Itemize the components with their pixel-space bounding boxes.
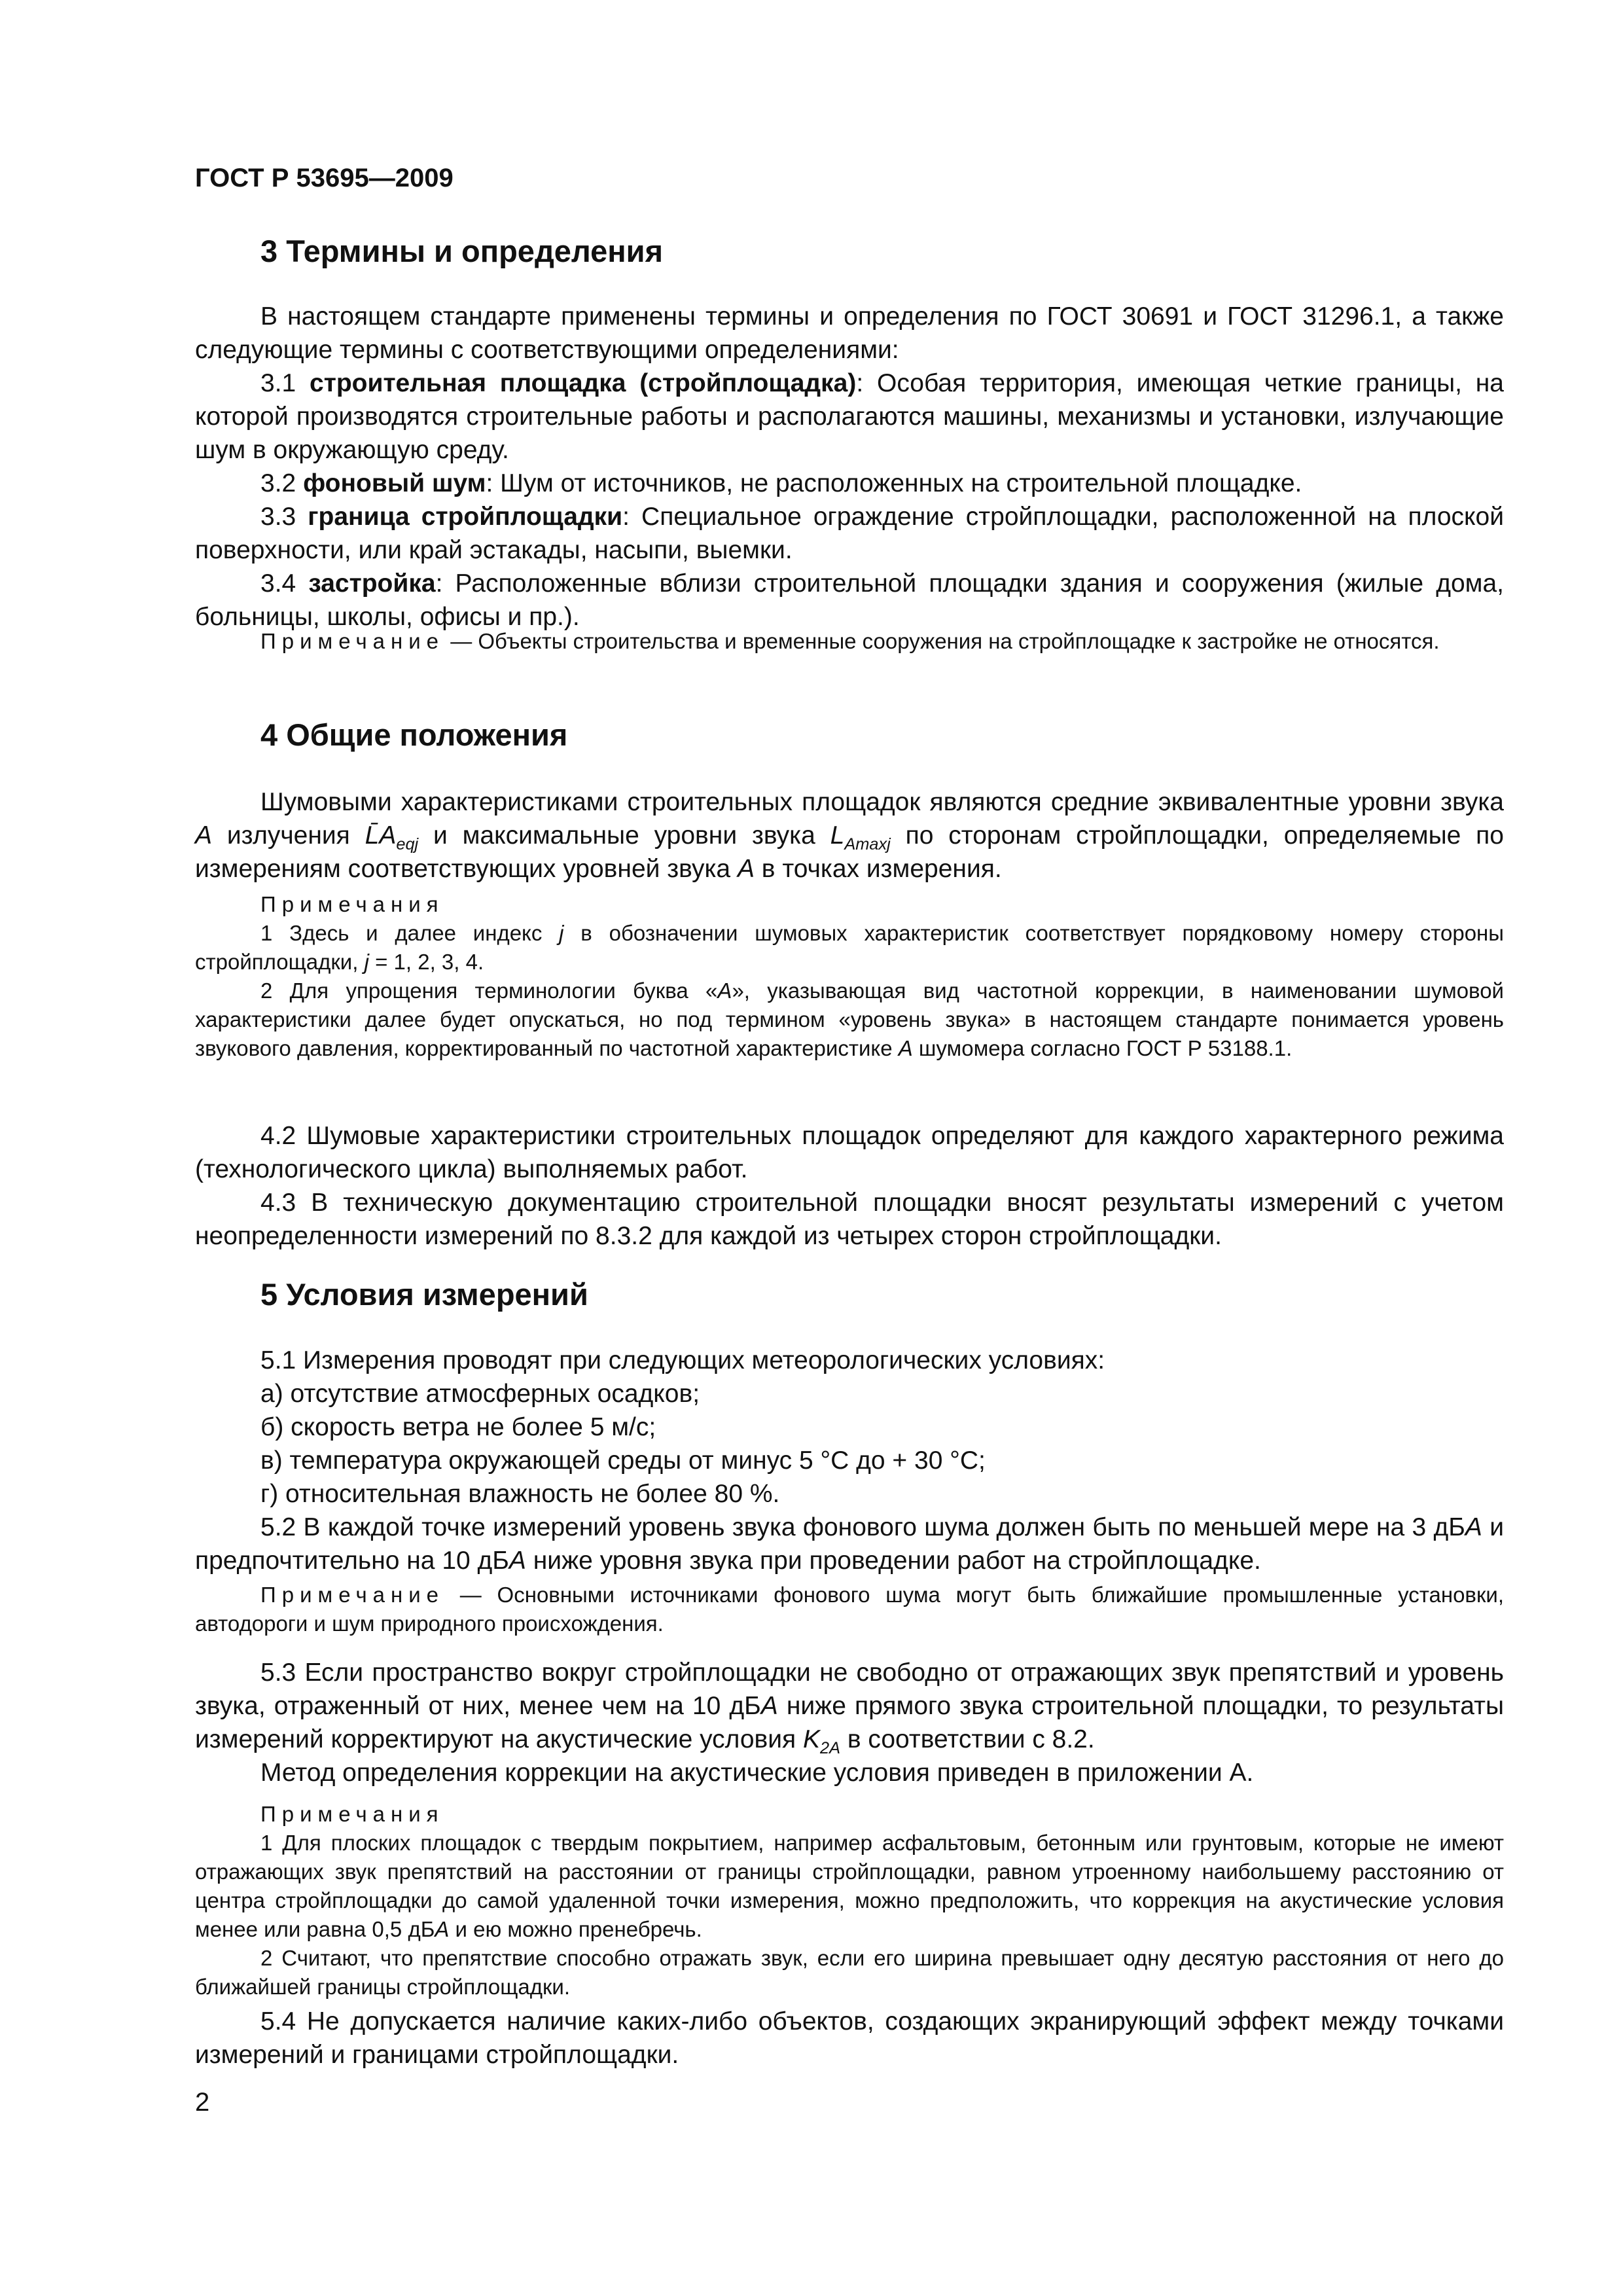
section-3-body [195, 300, 1504, 634]
paragraph-5-4: 5.4 Не допускается наличие каких-либо объектов, создающих экранирующий эффект между точками измерений и границами стройплощадки. [195, 2007, 1504, 2069]
paragraph-5-3: 5.3 Если пространство вокруг стройплощадки не свободно от отражающих звук препятствий и уровень звука, отраженный от них, менее чем на 10 дБA ниже прямого звука строительной площадки, то результаты измерений корректируют на акустические условия $K_{2A}$ в соответствии с 8.2. [195, 1659, 1504, 1757]
term-title: граница стройплощадки [308, 503, 623, 531]
paragraph-5-3-method: Метод определения коррекции на акустические условия приведен в приложении А. [260, 1759, 1254, 1787]
term-number: 3.4 [260, 569, 296, 598]
term-number: 3.3 [260, 503, 296, 531]
list-item-b: б) скорость ветра не более 5 м/с; [260, 1413, 656, 1441]
term-number: 3.1 [260, 369, 296, 397]
term-title: застройка [308, 569, 436, 598]
note-text: — Объекты строительства и временные сооружения на стройплощадке к застройке не относятся. [450, 629, 1440, 653]
list-item-v: в) температура окружающей среды от минус 5 °С до + 30 °С; [260, 1446, 986, 1475]
section-4-notes [195, 890, 1504, 1063]
section-4-note-1: 1 Здесь и далее индекс j в обозначении шумовых характеристик соответствует порядковому номеру стороны стройплощадки, j = 1, 2, 3, 4. [195, 921, 1504, 974]
section-4-paragraph-1: Шумовыми характеристиками строительных площадок являются средние эквивалентные уровни звука A излучения $L̄A_{eqj}$ и максимальные уровни звука $L_{Amaxj}$ по сторонам стройплощадки, определяемые по измерениям соответствующих уровней звука A в точках измерения. [195, 788, 1504, 883]
term-3-2 [195, 467, 1504, 500]
section-5-4 [195, 2005, 1504, 2072]
paragraph-5-1: 5.1 Измерения проводят при следующих метеорологических условиях: [260, 1346, 1105, 1374]
section-5-3 [195, 1656, 1504, 1789]
section-5-body [195, 1344, 1504, 1577]
term-3-1 [195, 367, 1504, 467]
section-3-heading: 3 Термины и определения [260, 234, 663, 268]
section-3 [195, 233, 1504, 269]
section-4-more [195, 1119, 1504, 1253]
section-3-note [195, 627, 1504, 656]
paragraph-4-3: 4.3 В техническую документацию строительной площадки вносят результаты измерений с учетом неопределенности измерений по 8.3.2 для каждой из четырех сторон стройплощадки. [195, 1189, 1504, 1250]
term-3-4 [195, 567, 1504, 634]
term-title: строительная площадка (стройплощадка) [310, 369, 857, 397]
notes-label: Примечания [260, 892, 444, 916]
section-5-note-1: 1 Для плоских площадок с твердым покрытием, например асфальтовым, бетонным или грунтовым, которые не имеют отражающих звук препятствий на расстоянии от границы стройплощадки, равном утроенному наибольшему расстоянию от центра стройплощадки до самой удаленной точки измерения, можно предположить, что коррекция на акустические условия менее или равна 0,5 дБA и ею можно пренебречь. [195, 1831, 1504, 1941]
section-5-note [195, 1581, 1504, 1638]
page-number: 2 [195, 2088, 210, 2117]
note-label: Примечание [260, 1583, 445, 1607]
section-4-note-2: 2 Для упрощения терминологии буква «A», указывающая вид частотной коррекции, в наименовании шумовой характеристики далее будет опускаться, но под термином «уровень звука» в настоящем стандарте понимается уровень звукового давления, корректированный по частотной характеристике A шумомера согласно ГОСТ Р 53188.1. [195, 978, 1504, 1060]
section-5-note-2: 2 Считают, что препятствие способно отражать звук, если его ширина превышает одну десятую расстояния от него до ближайшей границы стройплощадки. [195, 1946, 1504, 1999]
note-label: Примечание [260, 629, 445, 653]
term-definition: : Особая территория, имеющая четкие границы, на которой производятся строительные работы и располагаются машины, механизмы и установки, излучающие шум в окружающую среду. [195, 369, 1504, 464]
section-4 [195, 717, 1504, 753]
term-definition: : Шум от источников, не расположенных на строительной площадке. [486, 469, 1302, 497]
section-4-body [195, 785, 1504, 886]
list-item-g: г) относительная влажность не более 80 %. [260, 1480, 780, 1508]
notes-label: Примечания [260, 1802, 444, 1826]
term-definition: : Расположенные вблизи строительной площадки здания и сооружения (жилые дома, больницы, школы, офисы и пр.). [195, 569, 1504, 631]
paragraph-5-2: 5.2 В каждой точке измерений уровень звука фонового шума должен быть по меньшей мере на 3 дБA и предпочтительно на 10 дБA ниже уровня звука при проведении работ на стройплощадке. [195, 1513, 1505, 1575]
term-3-3 [195, 500, 1504, 567]
section-3-intro: В настоящем стандарте применены термины и определения по ГОСТ 30691 и ГОСТ 31296.1, а также следующие термины с соответствующими определениями: [195, 302, 1504, 364]
section-5-3-notes [195, 1800, 1504, 2001]
term-title: фоновый шум [303, 469, 486, 497]
note-text: — Основными источниками фонового шума могут быть ближайшие промышленные установки, автодороги и шум природного происхождения. [195, 1583, 1504, 1636]
document-header-code: ГОСТ Р 53695—2009 [195, 164, 454, 192]
list-item-a: а) отсутствие атмосферных осадков; [260, 1380, 700, 1408]
term-definition: : Специальное ограждение стройплощадки, расположенной на плоской поверхности, или край эстакады, насыпи, выемки. [195, 503, 1504, 564]
term-number: 3.2 [260, 469, 296, 497]
section-5-heading: 5 Условия измерений [260, 1277, 588, 1312]
paragraph-4-2: 4.2 Шумовые характеристики строительных площадок определяют для каждого характерного режима (технологического цикла) выполняемых работ. [195, 1122, 1504, 1183]
section-5 [195, 1276, 1504, 1312]
section-4-heading: 4 Общие положения [260, 717, 568, 752]
